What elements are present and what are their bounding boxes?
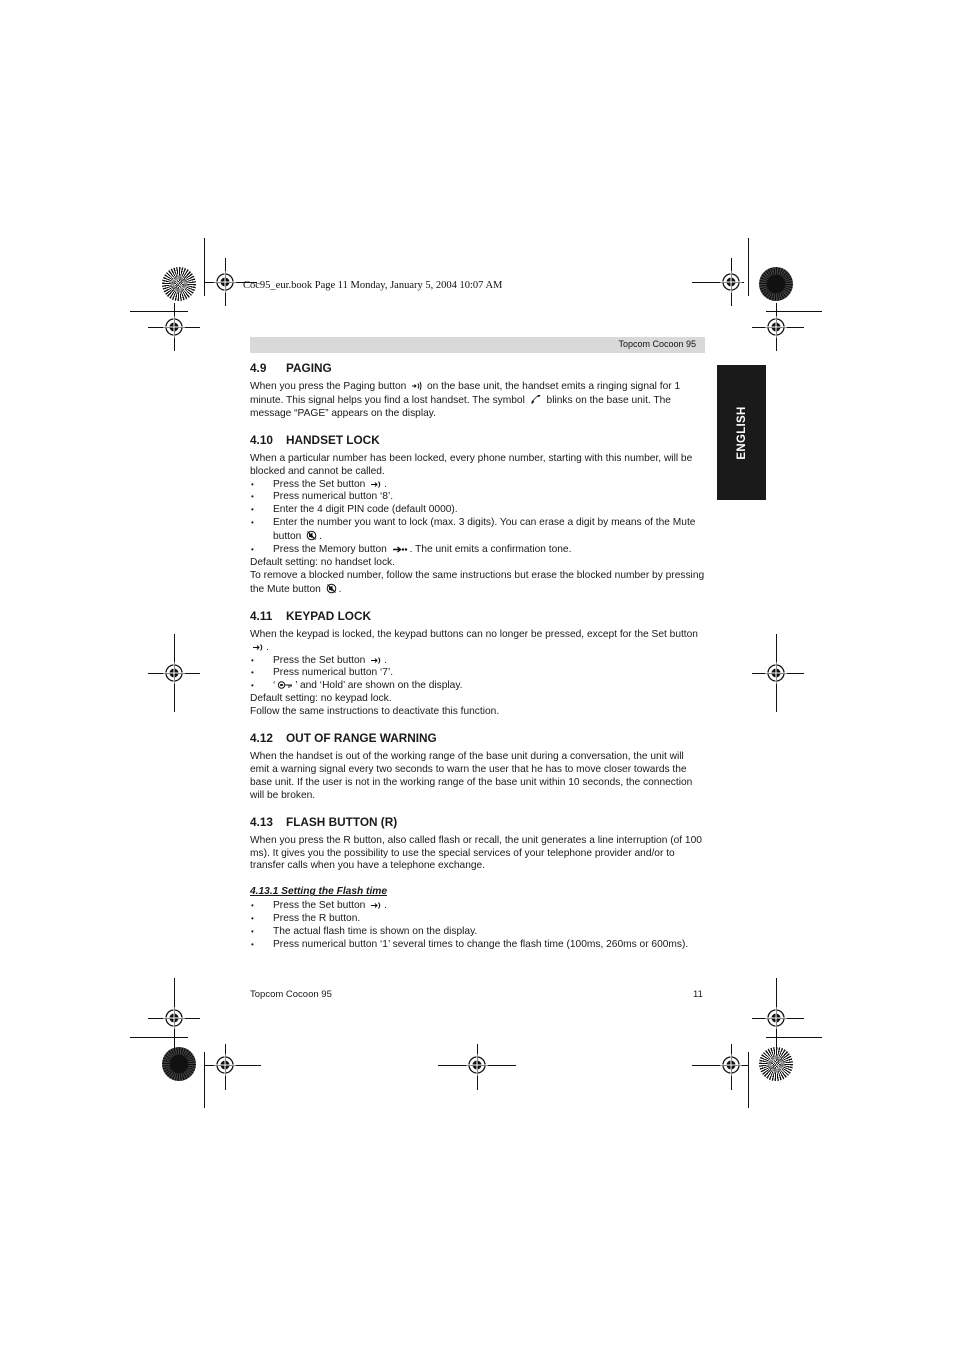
paragraph: When a particular number has been locked, every phone number, starting with this number, will be blocked and cannot be called. [250, 452, 693, 477]
paragraph: Default setting: no keypad lock. [250, 693, 392, 705]
list-item: • Press numerical button ‘8’. [250, 491, 705, 504]
list-item: • Press the R button. [250, 913, 705, 926]
handset-icon [530, 394, 542, 405]
list-item: • Enter the 4 digit PIN code (default 0000). [250, 504, 705, 517]
registration-mark-icon [214, 271, 236, 293]
list-item: • Press numerical button ‘7’. [250, 667, 705, 680]
paragraph: When you press the R button, also called flash or recall, the unit generates a line interruption (of 100 ms). It gives you the possibility to use the special services of your telephone provider and/or to transfer calls when you have a telephone exchange. [250, 834, 702, 872]
star-target-icon [162, 1047, 196, 1081]
subsection-heading: 4.13.1 Setting the Flash time [250, 886, 388, 898]
paragraph: Default setting: no handset lock. [250, 556, 395, 568]
paragraph: When the handset is out of the working range of the base unit during a conversation, the unit will emit a warning signal every two seconds to warn the user that he has to move closer towards the base unit. If the user is not in the working range of the base unit within 10 seconds, the connection will be broken. [250, 751, 693, 801]
registration-mark-icon [720, 271, 742, 293]
set-button-icon [370, 901, 382, 910]
section-paging [250, 361, 705, 421]
language-tab [717, 365, 766, 500]
step-list [250, 655, 705, 694]
paging-icon [411, 381, 422, 391]
section-heading: 4.11 KEYPAD LOCK [250, 608, 371, 623]
list-item: • Press the Set button . [250, 900, 705, 913]
footer-product: Topcom Cocoon 95 [250, 989, 332, 1000]
section-heading: 4.10 HANDSET LOCK [250, 432, 380, 447]
list-item: • Press the Set button . [250, 655, 705, 668]
registration-mark-icon [765, 1007, 787, 1029]
page-content [250, 361, 705, 964]
paragraph: Follow the same instructions to deactivate this function. [250, 706, 500, 718]
step-list [250, 479, 705, 557]
header-product: Topcom Cocoon 95 [618, 339, 696, 349]
star-target-icon [759, 1047, 793, 1081]
registration-mark-icon [720, 1054, 742, 1076]
registration-mark-icon [163, 1007, 185, 1029]
paragraph: When you press the Paging button on the base unit, the handset emits a ringing signal for 1 minute. This signal helps you find a lost handset. The symbol blinks on the base unit. The message “PAGE” appears on the display. [250, 381, 681, 419]
running-header [250, 337, 705, 353]
list-item: • Press the Set button . [250, 479, 705, 492]
list-item: • Press the Memory button . The unit emits a confirmation tone. [250, 544, 705, 557]
registration-mark-icon [765, 316, 787, 338]
registration-mark-icon [765, 662, 787, 684]
page-number: 11 [693, 989, 703, 1000]
registration-mark-icon [466, 1054, 488, 1076]
mute-icon [306, 530, 317, 541]
set-button-icon [252, 643, 264, 652]
paragraph: To remove a blocked number, follow the same instructions but erase the blocked number by pressing the Mute button . [250, 569, 705, 595]
language-label: ENGLISH [735, 405, 748, 460]
memory-icon [392, 545, 408, 554]
keypad-lock-icon [277, 680, 293, 690]
section-keypad-lock [250, 609, 705, 719]
section-heading: 4.13 FLASH BUTTON (R) [250, 814, 398, 829]
list-item: • Enter the number you want to lock (max. 3 digits). You can erase a digit by means of the Mute button . [250, 517, 705, 544]
set-button-icon [370, 656, 382, 665]
paragraph: When the keypad is locked, the keypad buttons can no longer be pressed, except for the Set button . [250, 628, 698, 653]
print-info: Coc95_eur.book Page 11 Monday, January 5, 2004 10:07 AM [243, 280, 503, 291]
section-heading: 4.9 PAGING [250, 361, 332, 375]
registration-mark-icon [163, 316, 185, 338]
mute-icon [326, 583, 337, 594]
step-list [250, 900, 705, 952]
list-item: • Press numerical button ‘1’ several times to change the flash time (100ms, 260ms or 600ms). [250, 939, 705, 952]
section-handset-lock [250, 433, 705, 597]
registration-mark-icon [163, 662, 185, 684]
list-item: • ‘ ’ and ‘Hold’ are shown on the display. [250, 680, 705, 693]
list-item: • The actual flash time is shown on the display. [250, 926, 705, 939]
section-flash-button [250, 815, 705, 952]
star-target-icon [162, 267, 196, 301]
star-target-icon [759, 267, 793, 301]
section-heading: 4.12 OUT OF RANGE WARNING [250, 731, 437, 746]
set-button-icon [370, 480, 382, 489]
registration-mark-icon [214, 1054, 236, 1076]
section-out-of-range [250, 731, 705, 803]
